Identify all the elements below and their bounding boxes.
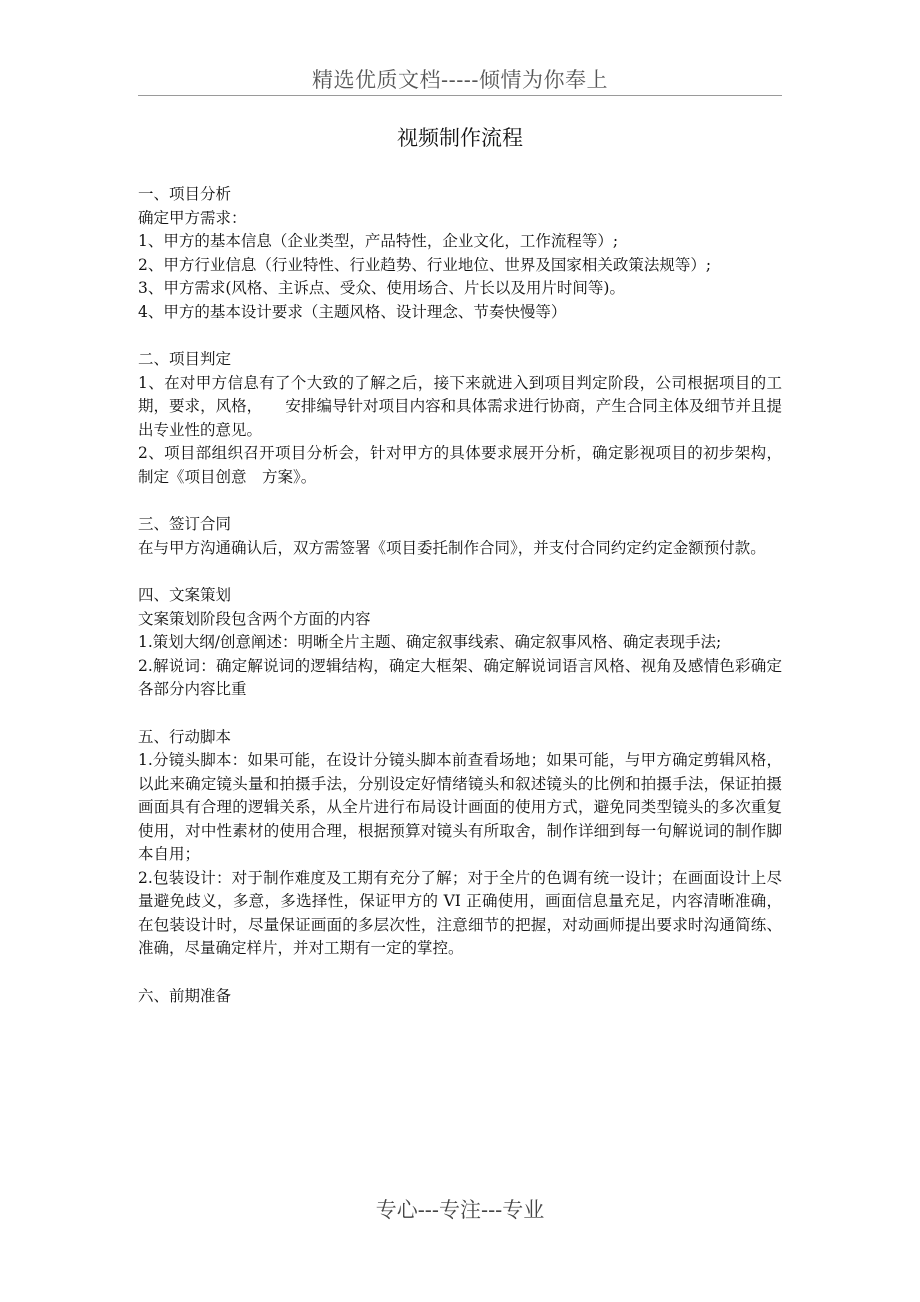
paragraph: 1.策划大纲/创意阐述：明晰全片主题、确定叙事线索、确定叙事风格、确定表现手法;: [138, 633, 722, 651]
section-heading: 四、文案策划: [138, 586, 232, 604]
section-heading: 三、签订合同: [138, 515, 232, 533]
section-preproduction: [138, 985, 782, 1009]
paragraph: 2、甲方行业信息（行业特性、行业趋势、行业地位、世界及国家相关政策法规等）;: [138, 255, 712, 274]
paragraph: 在与甲方沟通确认后，双方需签署《项目委托制作合同》，并支付合同约定约定金额预付款。: [138, 538, 766, 557]
paragraph: 3、甲方需求(风格、主诉点、受众、使用场合、片长以及用片时间等)。: [138, 279, 625, 297]
paragraph: 1、在对甲方信息有了个大致的了解之后，接下来就进入到项目判定阶段，公司根据项目的工期，要求，风格， 安排编导针对项目内容和具体需求进行协商，产生合同主体及细节并且提出专业性的意见。: [138, 373, 782, 439]
section-action-script: [138, 726, 782, 961]
document-body: [138, 183, 782, 1032]
section-heading: 二、项目判定: [138, 350, 232, 368]
section-project-analysis: [138, 183, 782, 324]
section-project-judgment: [138, 348, 782, 489]
section-heading: 五、行动脚本: [138, 727, 232, 746]
paragraph: 1、甲方的基本信息（企业类型，产品特性，企业文化，工作流程等）;: [138, 232, 619, 250]
paragraph: 2.解说词：确定解说词的逻辑结构，确定大框架、确定解说词语言风格、视角及感情色彩确定各部分内容比重: [138, 656, 782, 698]
paragraph: 文案策划阶段包含两个方面的内容: [138, 609, 371, 628]
paragraph: 确定甲方需求：: [138, 208, 247, 227]
paragraph: 1.分镜头脚本：如果可能，在设计分镜头脚本前查看场地；如果可能，与甲方确定剪辑风格，以此来确定镜头量和拍摄手法，分别设定好情绪镜头和叙述镜头的比例和拍摄手法，保证拍摄画面具有合理的逻辑关系，从全片进行布局设计画面的使用方式，避免同类型镜头的多次重复使用，对中性素材的使用合理，根据预算对镜头有所取舍，制作详细到每一句解说词的制作脚本自用；: [138, 751, 782, 863]
header-rule: [138, 95, 782, 96]
paragraph: 4、甲方的基本设计要求（主题风格、设计理念、节奏快慢等）: [138, 302, 567, 321]
section-copywriting: [138, 584, 782, 702]
page-header: 精选优质文档-----倾情为你奉上: [312, 68, 608, 92]
section-heading: 六、前期准备: [138, 986, 232, 1005]
paragraph: 2.包装设计：对于制作难度及工期有充分了解；对于全片的色调有统一设计；在画面设计上尽量避免歧义，多意，多选择性，保证甲方的 VI 正确使用，画面信息量充足，内容清晰准确，在包装设计时，尽量保证画面的多层次性，注意细节的把握，对动画师提出要求时沟通简练、准确，尽量确定样片，并对工期有一定的掌控。: [138, 868, 782, 957]
page-footer: 专心---专注---专业: [375, 1198, 545, 1222]
section-sign-contract: [138, 513, 782, 560]
paragraph: 2、项目部组织召开项目分析会，针对甲方的具体要求展开分析，确定影视项目的初步架构，制定《项目创意 方案》。: [138, 444, 782, 486]
section-heading: 一、项目分析: [138, 185, 232, 203]
document-title: 视频制作流程: [397, 126, 523, 150]
